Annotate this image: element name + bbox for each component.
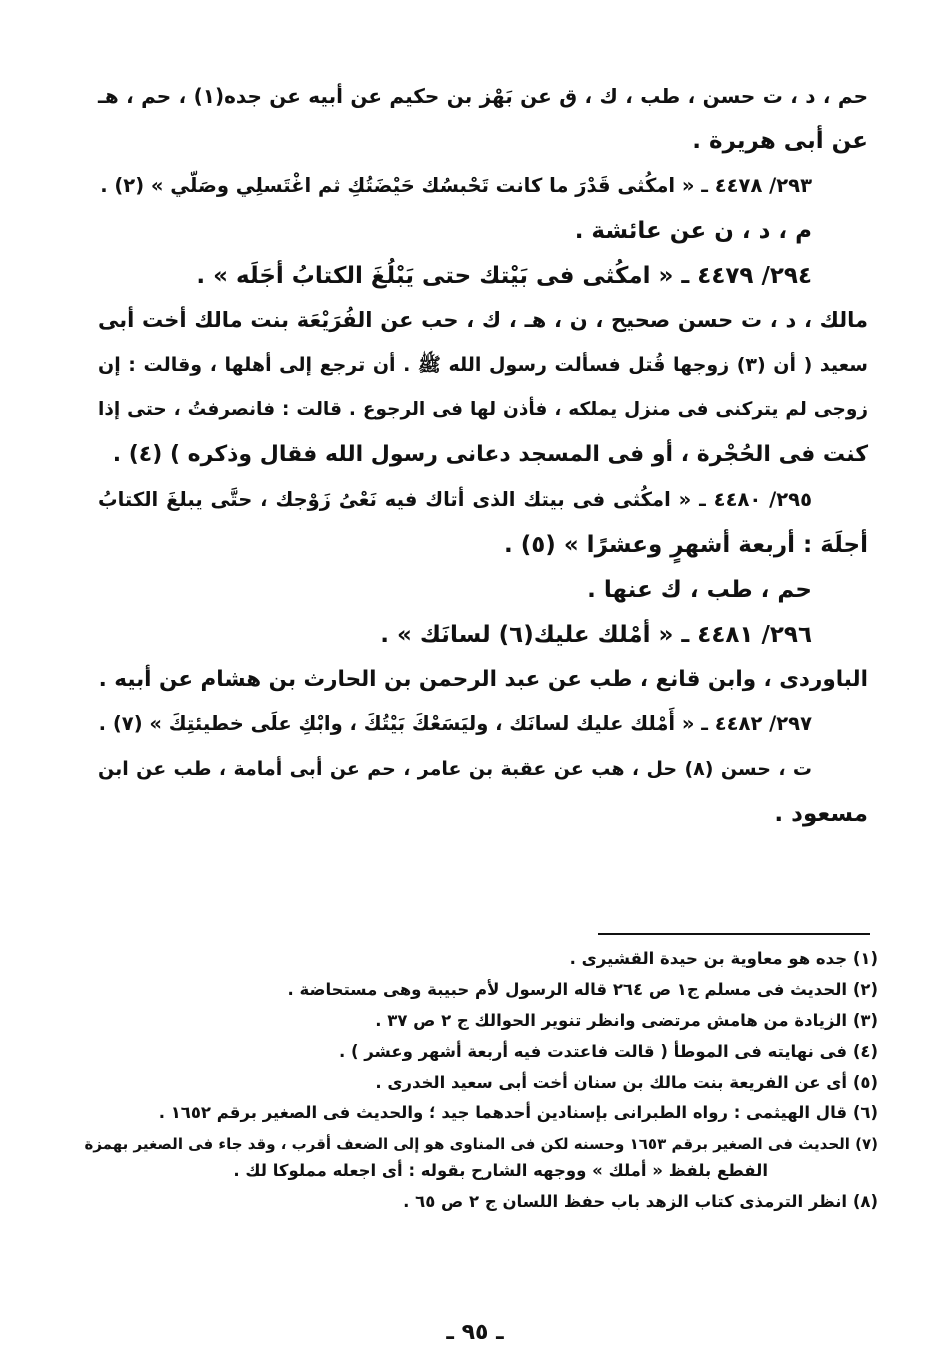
footnote: (٣) الزيادة من هامش مرتضى وانظر تنوير الحوالك ج ٢ ص ٣٧ . bbox=[375, 1010, 878, 1030]
hadith-line: ٢٩٤/ ٤٤٧٩ ـ « امكُثى فى بَيْتك حتى يَبْلُغَ الكتابُ أجَلَه » . bbox=[196, 262, 812, 289]
text-line: أجلَهَ : أربعة أشهرٍ وعشرًا » (٥) . bbox=[503, 531, 868, 558]
hadith-line: ٢٩٧/ ٤٤٨٢ ـ « أَمْلك عليك لسانَك ، وليَسَعْكَ بَيْتُكَ ، وابْكِ علَى خطيئتِكَ » (٧) . bbox=[98, 712, 812, 736]
hadith-line: ٢٩٥/ ٤٤٨٠ ـ « امكُثى فى بيتك الذى أتاك فيه نَعْىُ زَوْجك ، حتَّى يبلغَ الكتابُ bbox=[98, 488, 812, 512]
text-line: سعيد ( أن (٣) زوجها قُتل فسألت رسول الله ﷺ . أن ترجع إلى أهلها ، وقالت : إن bbox=[98, 354, 868, 377]
text-line: زوجى لم يتركنى فى منزل يملكه ، فأذن لها فى الرجوع . قالت : فانصرفتُ ، حتى إذا bbox=[98, 399, 868, 421]
footnote: (٨) انظر الترمذى كتاب الزهد باب حفظ اللسان ج ٢ ص ٦٥ . bbox=[403, 1192, 878, 1212]
footnote: (٢) الحديث فى مسلم ج١ ص ٢٦٤ قاله الرسول لأم حبيبة وهى مستحاضة . bbox=[287, 979, 878, 999]
footnote: (٦) قال الهيثمى : رواه الطبرانى بإسنادين أحدهما جيد ؛ والحديث فى الصغير برقم ١٦٥٢ . bbox=[158, 1103, 878, 1123]
main-text bbox=[98, 76, 868, 839]
text-line: حم ، د ، ت حسن ، طب ، ك ، ق عن بَهْز بن حكيم عن أبيه عن جده(١) ، حم ، هـ bbox=[98, 84, 868, 108]
footnote-divider bbox=[598, 933, 870, 935]
text-line: م ، د ، ن عن عائشة . bbox=[574, 217, 812, 244]
hadith-line: ٢٩٣/ ٤٤٧٨ ـ « امكُثى قَدْرَ ما كانت تَحْبسُك حَيْضَتُكِ ثم اغْتَسلِي وصَلّي » (٢) . bbox=[100, 173, 812, 197]
footnote: (٥) أى عن الفريعة بنت مالك بن سنان أخت أبى سعيد الخدرى . bbox=[375, 1072, 878, 1092]
text-line: ت ، حسن (٨) حل ، هب عن عقبة بن عامر ، حم عن أبى أمامة ، طب عن ابن bbox=[98, 758, 813, 781]
hadith-line: ٢٩٦/ ٤٤٨١ ـ « أمْلك عليك(٦) لسانَك » . bbox=[380, 621, 812, 648]
page-number: ـ ٩٥ ـ bbox=[446, 1320, 504, 1345]
text-line: مسعود . bbox=[774, 801, 868, 828]
text-line: كنت فى الحُجْرة ، أو فى المسجد دعانى رسول الله فقال وذكره ) (٤) . bbox=[112, 442, 868, 468]
footnote-continuation: الفطع بلفظ « أملك » ووجهه الشارح بقوله : أى اجعله مملوكا لك . bbox=[233, 1161, 768, 1181]
text-line: مالك ، د ، ت حسن صحيح ، ن ، هـ ، ك ، حب عن الفُرَيْعَة بنت مالك أخت أبى bbox=[98, 308, 868, 333]
footnotes bbox=[78, 948, 878, 1222]
text-line: عن أبى هريرة . bbox=[692, 127, 868, 154]
text-line: حم ، طب ، ك عنها . bbox=[587, 576, 812, 603]
footnote: (٧) الحديث فى الصغير برقم ١٦٥٣ وحسنه لكن فى المناوى هو إلى الضعف أقرب ، وقد جاء فى الصغير بهمزة bbox=[84, 1135, 878, 1154]
text-line: الباوردى ، وابن قانع ، طب عن عبد الرحمن بن الحارث بن هشام عن أبيه . bbox=[98, 666, 868, 692]
footnote: (١) جده هو معاوية بن حيدة القشيرى . bbox=[569, 949, 878, 968]
footnote: (٤) فى نهايته فى الموطأ ( قالت فاعتدت فيه أربعة أشهر وعشر ) . bbox=[338, 1041, 878, 1061]
